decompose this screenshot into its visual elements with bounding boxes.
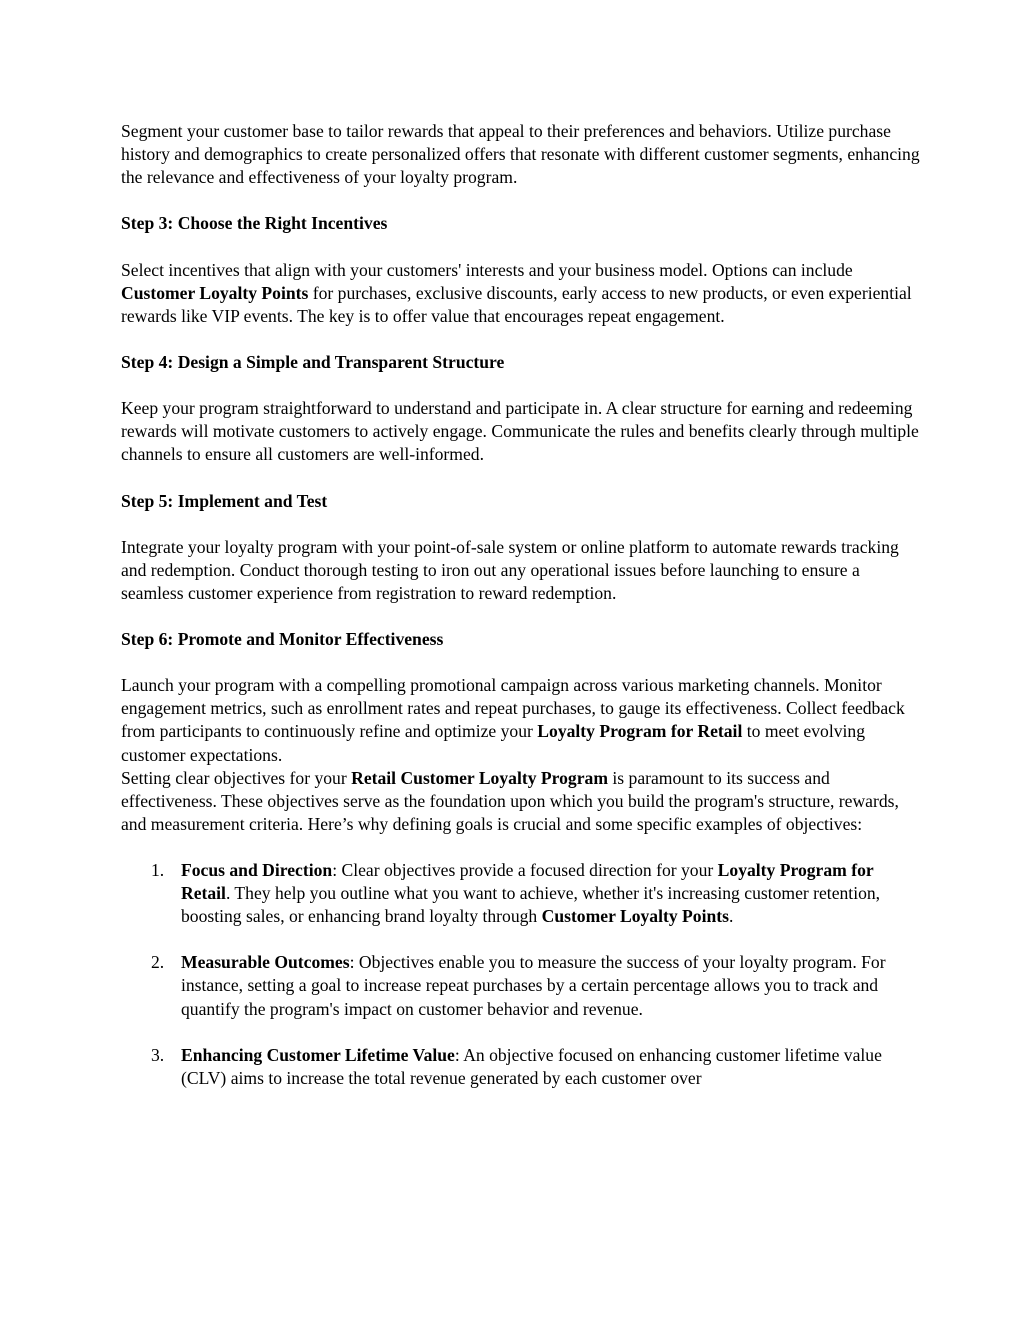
step6-heading: Step 6: Promote and Monitor Effectiveness bbox=[121, 629, 444, 650]
list-item-bold: Loyalty Program for Retail bbox=[181, 860, 874, 904]
list-item bbox=[121, 1044, 921, 1090]
list-item-title: Enhancing Customer Lifetime Value bbox=[181, 1044, 455, 1065]
step4-paragraph: Keep your program straightforward to understand and participate in. A clear structure for earning and redeeming rewards will motivate customers to actively engage. Communicate the rules and benefits clearly through multiple channels to ensure all customers are well-informed. bbox=[121, 398, 919, 465]
step6-text-bold: Loyalty Program for Retail bbox=[537, 721, 743, 742]
objectives-text-bold: Retail Customer Loyalty Program bbox=[351, 767, 608, 788]
objectives-paragraph bbox=[121, 767, 921, 836]
list-number: 1. bbox=[151, 860, 165, 880]
list-item-text: : An objective focused on enhancing customer lifetime value (CLV) aims to increase the total revenue generated by each customer over bbox=[181, 1044, 882, 1088]
step3-text-c: for purchases, exclusive discounts, early access to new products, or even experiential rewards like VIP events. The key is to offer value that encourages repeat engagement. bbox=[121, 282, 912, 326]
intro-paragraph: Segment your customer base to tailor rewards that appeal to their preferences and behaviors. Utilize purchase history and demographics to create personalized offers that resonate with different customer segments, enhancing the relevance and effectiveness of your loyalty program. bbox=[121, 121, 920, 188]
step3-text-bold: Customer Loyalty Points bbox=[121, 282, 309, 303]
step6-paragraph bbox=[121, 674, 921, 766]
list-item-text: . bbox=[728, 906, 734, 927]
list-item bbox=[121, 951, 921, 1020]
step3-text-a: Select incentives that align with your customers' interests and your business model. Options can include bbox=[121, 259, 853, 280]
list-item-text: : Objectives enable you to measure the success of your loyalty program. For instance, setting a goal to increase repeat purchases by a certain percentage allows you to track and quantify the program's impact on customer behavior and revenue. bbox=[181, 952, 886, 1019]
step5-paragraph: Integrate your loyalty program with your point-of-sale system or online platform to automate rewards tracking and redemption. Conduct thorough testing to iron out any operational issues before launching to ensure a seamless customer experience from registration to reward redemption. bbox=[121, 536, 899, 603]
list-item-title: Focus and Direction bbox=[181, 860, 333, 880]
objectives-text-c: is paramount to its success and effectiveness. These objectives serve as the foundation upon which you build the program's structure, rewards, and measurement criteria. Here’s why defining goals is crucial and some specific examples of objectives: bbox=[121, 767, 899, 834]
list-item-title: Measurable Outcomes bbox=[181, 952, 350, 973]
list-item-text: . They help you outline what you want to achieve, whether it's increasing customer retention, boosting sales, or enhancing brand loyalty through bbox=[181, 883, 881, 927]
list-item bbox=[121, 859, 921, 928]
list-number: 3. bbox=[151, 1044, 165, 1065]
list-item-bold: Customer Loyalty Points bbox=[541, 906, 729, 927]
step5-heading: Step 5: Implement and Test bbox=[121, 490, 328, 511]
step4-heading: Step 4: Design a Simple and Transparent Structure bbox=[121, 351, 505, 372]
objectives-text-a: Setting clear objectives for your bbox=[121, 767, 352, 788]
step6-text-a: Launch your program with a compelling promotional campaign across various marketing channels. Monitor engagement metrics, such as enrollment rates and repeat purchases, to gauge its effectiveness. Collect feedback from participants to continuously refine and optimize your bbox=[121, 675, 905, 742]
step3-paragraph bbox=[121, 259, 921, 328]
list-item-text: : Clear objectives provide a focused direction for your bbox=[332, 860, 718, 880]
list-number: 2. bbox=[151, 952, 165, 973]
document-page bbox=[121, 120, 921, 1113]
objectives-list bbox=[121, 859, 921, 1090]
step3-heading: Step 3: Choose the Right Incentives bbox=[121, 213, 388, 234]
step6-text-c: to meet evolving customer expectations. bbox=[121, 721, 865, 765]
